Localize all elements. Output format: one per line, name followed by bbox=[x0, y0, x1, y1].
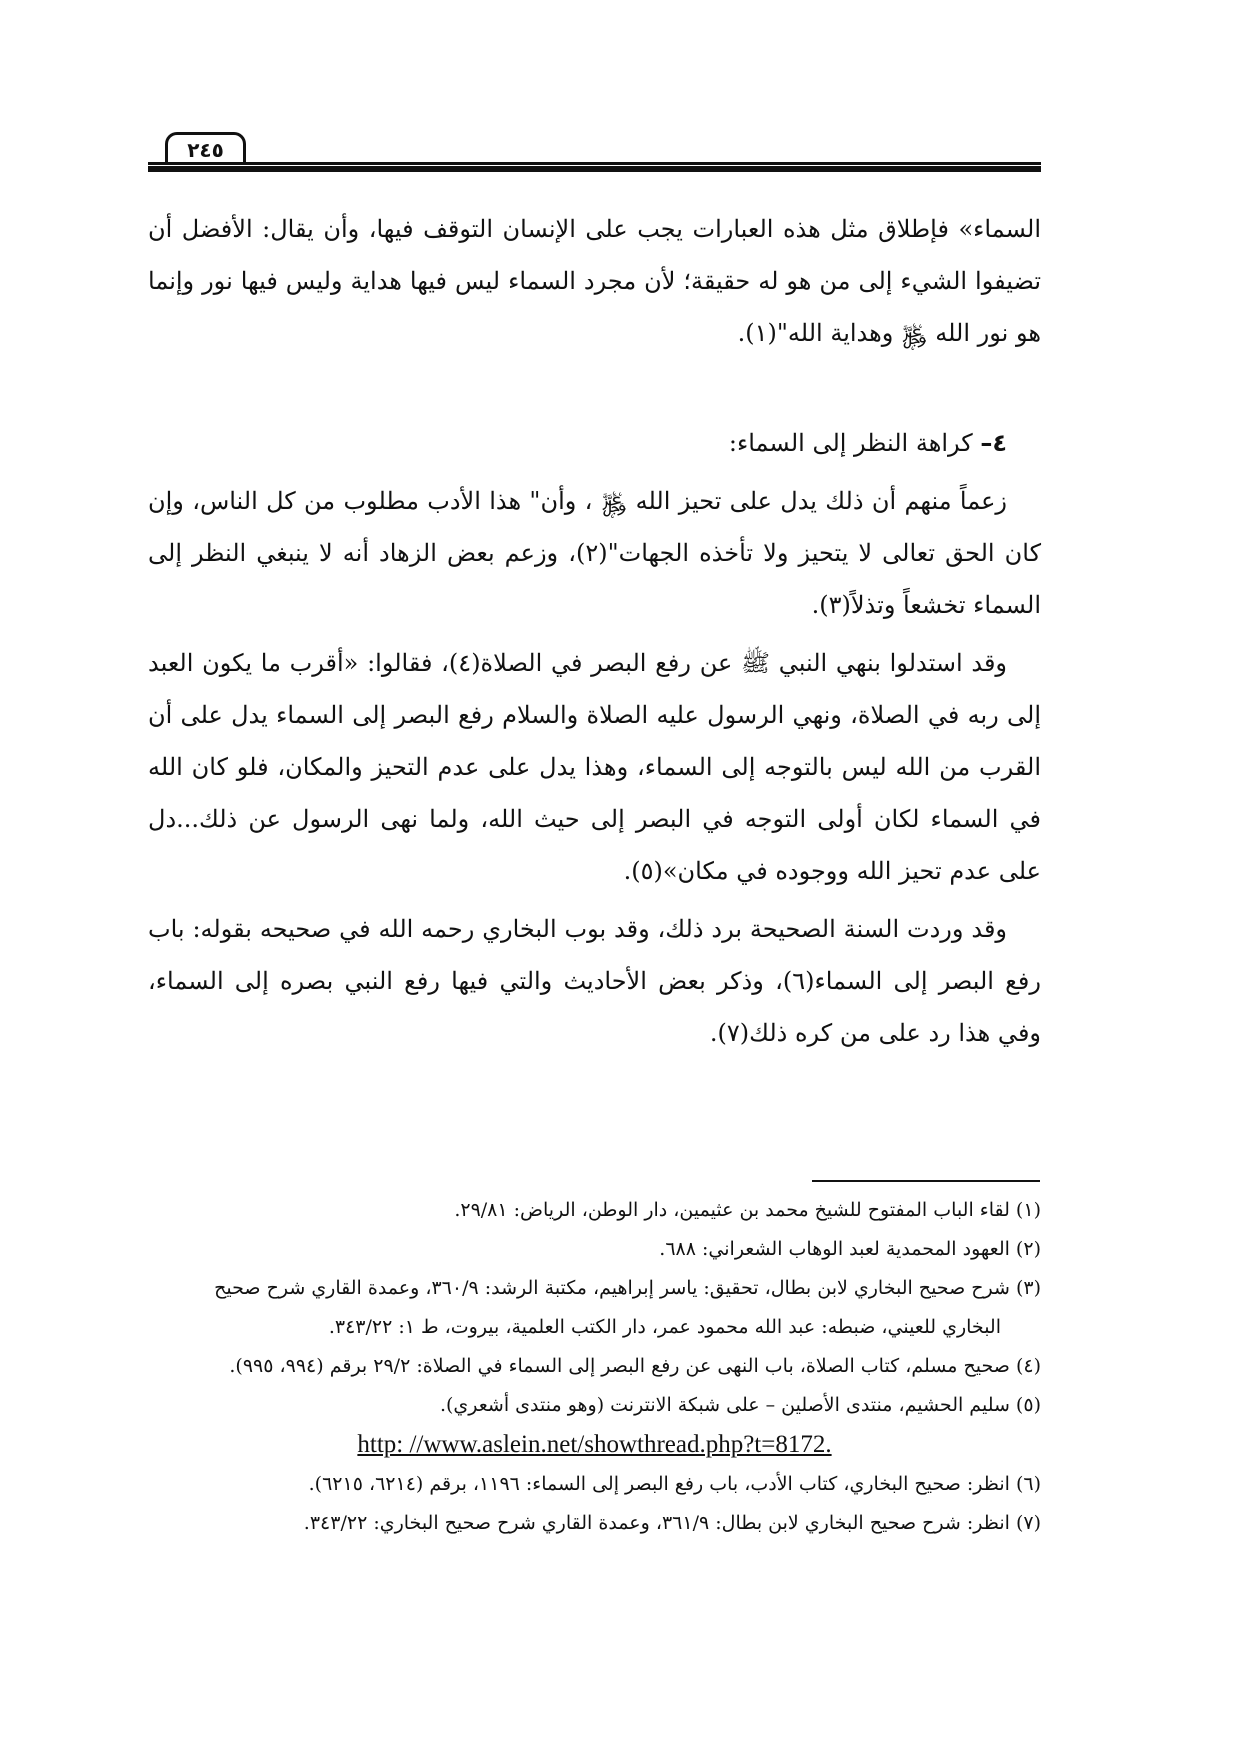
page-number: ٢٤٥ bbox=[165, 132, 246, 165]
footnotes bbox=[148, 1191, 1041, 1543]
footnote-2: (٢) العهود المحمدية لعبد الوهاب الشعراني: ٦٨٨. bbox=[659, 1238, 1041, 1260]
footnote-separator bbox=[812, 1180, 1040, 1182]
footnote-5: (٥) سليم الحشيم، منتدى الأصلين – على شبكة الانترنت (وهو منتدى أشعري). bbox=[439, 1394, 1041, 1416]
footnote-7: (٧) انظر: شرح صحيح البخاري لابن بطال: ٣٦١/٩، وعمدة القاري شرح صحيح البخاري: ٣٤٣/٢٢. bbox=[303, 1512, 1041, 1534]
paragraph-3: وقد استدلوا بنهي النبي ﷺ عن رفع البصر في الصلاة(٤)، فقالوا: «أقرب ما يكون العبد إلى ربه في الصلاة، ونهي الرسول عليه الصلاة والسلام رفع البصر إلى السماء يدل على أن القرب من الله ليس بالتوجه إلى السماء، وهذا يدل على عدم التحيز والمكان، فلو كان الله في السماء لكان أولى التوجه في البصر إلى حيث الله، ولما نهى الرسول عن ذلك...دل على عدم تحيز الله ووجوده في مكان»(٥). bbox=[148, 649, 1041, 885]
section-heading bbox=[148, 417, 1041, 469]
main-text bbox=[148, 203, 1041, 1059]
paragraph-2: زعماً منهم أن ذلك يدل على تحيز الله ﷿ ، وأن" هذا الأدب مطلوب من كل الناس، وإن كان الحق تعالى لا يتحيز ولا تأخذه الجهات"(٢)، وزعم بعض الزهاد أنه لا ينبغي النظر إلى السماء تخشعاً وتذلاً(٣). bbox=[148, 487, 1041, 619]
footnote-5-url[interactable]: http: //www.aslein.net/showthread.php?t=8172. bbox=[357, 1431, 832, 1458]
section-heading-number: ٤– bbox=[980, 429, 1007, 457]
footnote-3-line-2: البخاري للعيني، ضبطه: عبد الله محمود عمر، دار الكتب العلمية، بيروت، ط ١: ٣٤٣/٢٢. bbox=[328, 1316, 1001, 1338]
footnote-6: (٦) انظر: صحيح البخاري، كتاب الأدب، باب رفع البصر إلى السماء: ١١٩٦، برقم (٦٢١٤، ٦٢١٥). bbox=[308, 1473, 1041, 1495]
footnote-3-line-1: (٣) شرح صحيح البخاري لابن بطال، تحقيق: ياسر إبراهيم، مكتبة الرشد: ٣٦٠/٩، وعمدة القاري شرح صحيح bbox=[214, 1277, 1041, 1299]
header-rule-thick bbox=[148, 166, 1041, 172]
footnote-1: (١) لقاء الباب المفتوح للشيخ محمد بن عثيمين، دار الوطن، الرياض: ٢٩/٨١. bbox=[454, 1199, 1041, 1221]
header-rule-thin bbox=[148, 162, 1041, 165]
section-heading-text: كراهة النظر إلى السماء: bbox=[728, 429, 973, 457]
paragraph-1: السماء» فإطلاق مثل هذه العبارات يجب على الإنسان التوقف فيها، وأن يقال: الأفضل أن تضيفوا الشيء إلى من هو له حقيقة؛ لأن مجرد السماء ليس فيها هداية وليس فيها نور وإنما هو نور الله ﷿ وهداية الله"(١). bbox=[148, 215, 1041, 347]
paragraph-4: وقد وردت السنة الصحيحة برد ذلك، وقد بوب البخاري رحمه الله في صحيحه بقوله: باب رفع البصر إلى السماء(٦)، وذكر بعض الأحاديث والتي فيها رفع النبي بصره إلى السماء، وفي هذا رد على من كره ذلك(٧). bbox=[148, 915, 1041, 1047]
footnote-4: (٤) صحيح مسلم، كتاب الصلاة، باب النهى عن رفع البصر إلى السماء في الصلاة: ٢٩/٢ برقم (٩٩٤، ٩٩٥). bbox=[229, 1355, 1041, 1377]
